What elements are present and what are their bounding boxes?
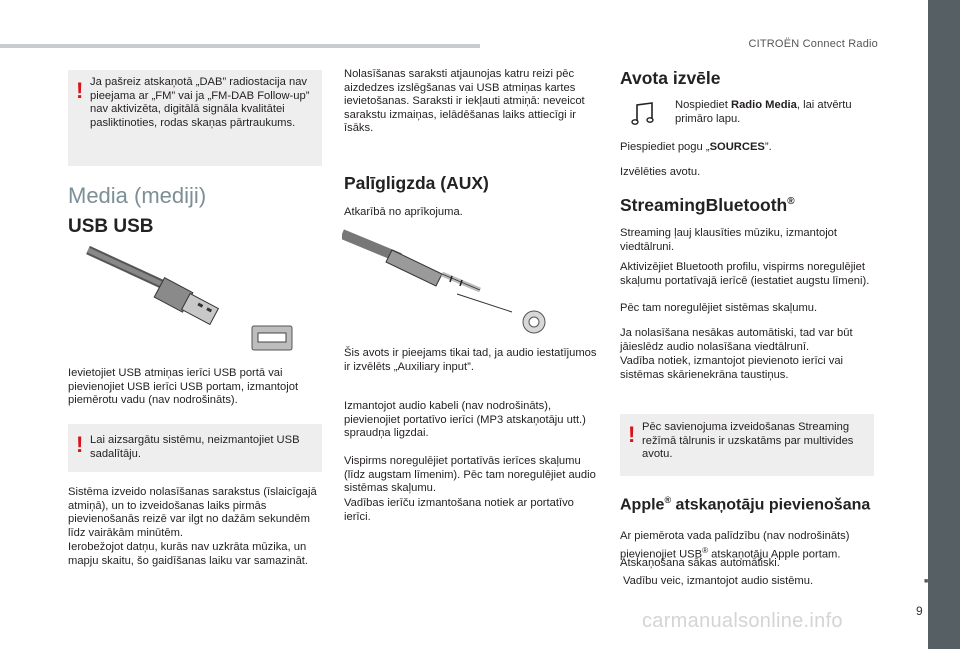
source-heading: Avota izvēle bbox=[620, 68, 721, 88]
warning-icon: ! bbox=[628, 422, 636, 447]
warning-note-dab bbox=[68, 70, 322, 166]
note-text: Lai aizsargātu sistēmu, neizmantojiet USB sadalītāju. bbox=[90, 434, 300, 460]
aux-input-text: Šis avots ir pieejams tikai tad, ja audio iestatījumos ir izvēlēts „Auxiliary input”. bbox=[344, 347, 597, 373]
continue-mark: ■ bbox=[924, 578, 929, 585]
choose-source-text: Izvēlēties avotu. bbox=[620, 166, 701, 178]
page-number: 9 bbox=[916, 604, 923, 618]
playlist-text: Sistēma izveido nolasīšanas sarakstus (īslaicīgajā atmiņā), un to izveidošanas laiks pirmās pievienošanās reizē var ilgt no dažām sekundēm līdz vairākām minūtēm. bbox=[68, 486, 317, 539]
note-text: Ja pašreiz atskaņotā „DAB” radiostacija nav pieejama ar „FM” vai ja „FM-DAB Follow-up” nav aktivizēta, digitālā signāla kvalitātei pasliktinoties, rodas skaņas pārtraukums. bbox=[90, 76, 310, 129]
warning-note-streaming bbox=[620, 414, 874, 476]
aux-volume-text: Vispirms noregulējiet portatīvās ierīces skaļumu (līdz augstam līmenim). Pēc tam noregulējiet audio sistēmas skaļumu. bbox=[344, 455, 596, 495]
sources-instruction: Piespiediet pogu „SOURCES”. bbox=[620, 141, 772, 153]
bluetooth-control: Vadība notiek, izmantojot pievienoto ierīci vai sistēmas skārienekrāna taustiņus. bbox=[620, 355, 844, 381]
usb-heading: USB USB bbox=[68, 216, 154, 237]
playlist-text-2: Ierobežojot datņu, kurās nav uzkrāta mūzika, un mapju skaitu, šo gaidīšanas laiku var samazināt. bbox=[68, 541, 309, 567]
bluetooth-intro: Streaming ļauj klausīties mūziku, izmantojot viedtālruni. bbox=[620, 227, 838, 253]
jack-body bbox=[386, 250, 442, 286]
warning-icon: ! bbox=[76, 432, 84, 457]
aux-connect-text: Izmantojot audio kabeli (nav nodrošināts), pievienojiet portatīvo ierīci (MP3 atskaņotāju utt.) spraudņa ligzdai. bbox=[344, 400, 586, 440]
watermark: carmanualsonline.info bbox=[642, 610, 843, 632]
apple-connect-text: Ar piemērota vada palīdzību (nav nodrošināts) pievienojiet USB® atskaņotāju Apple portam. bbox=[620, 530, 850, 561]
bluetooth-then: Pēc tam noregulējiet sistēmas skaļumu. bbox=[620, 302, 818, 314]
playlist-update-text: Nolasīšanas saraksti atjaunojas katru reizi pēc aizdedzes izslēgšanas vai USB atmiņas kartes ievietošanas. Saraksti ir iekļauti atmiņā: neveicot sarakstu izmaiņas, ielādēšanas laiks attiecīgi ir īsāks. bbox=[344, 68, 585, 135]
aux-availability: Atkarībā no aprīkojuma. bbox=[344, 206, 463, 218]
apple-heading: Apple® atskaņotāju pievienošana bbox=[620, 495, 871, 514]
music-note-icon bbox=[630, 101, 656, 127]
warning-icon: ! bbox=[76, 78, 84, 103]
apple-control-text: Vadību veic, izmantojot audio sistēmu. bbox=[623, 575, 814, 587]
chapter-sidebar bbox=[928, 0, 960, 649]
page-header-title: CITROËN Connect Radio bbox=[748, 38, 878, 50]
usb-text: Ievietojiet USB atmiņas ierīci USB portā vai pievienojiet USB ierīci USB portam, izmantojot piemērotu vadu (nav nodrošināts). bbox=[68, 367, 299, 407]
usb-connector-illustration bbox=[86, 240, 296, 352]
radio-media-instruction: Nospiediet Radio Media, lai atvērtu primāro lapu. bbox=[675, 99, 852, 125]
bluetooth-auto: Ja nolasīšana nesākas automātiski, tad var būt jāieslēdz audio nolasīšana viedtālrunī. bbox=[620, 327, 853, 353]
header-rule bbox=[0, 44, 480, 48]
apple-auto-text: Atskaņošana sākas automātiski. bbox=[620, 557, 780, 569]
jack-plug-illustration bbox=[342, 224, 552, 336]
aux-control-text: Vadības ierīču izmantošana notiek ar portatīvo ierīci. bbox=[344, 497, 574, 523]
media-heading: Media (mediji) bbox=[68, 183, 207, 208]
usb-plug bbox=[154, 278, 219, 327]
aux-heading: Palīgligzda (AUX) bbox=[344, 173, 489, 193]
bluetooth-heading: StreamingBluetooth® bbox=[620, 195, 795, 215]
note-text: Pēc savienojuma izveidošanas Streaming režīmā tālrunis ir uzskatāms par multivides avotu. bbox=[642, 421, 854, 461]
bluetooth-activate: Aktivizējiet Bluetooth profilu, vispirms noregulējiet skaļumu portatīvajā ierīcē (iestatiet augstu līmeni). bbox=[620, 261, 870, 287]
warning-note-usb-hub bbox=[68, 424, 322, 472]
